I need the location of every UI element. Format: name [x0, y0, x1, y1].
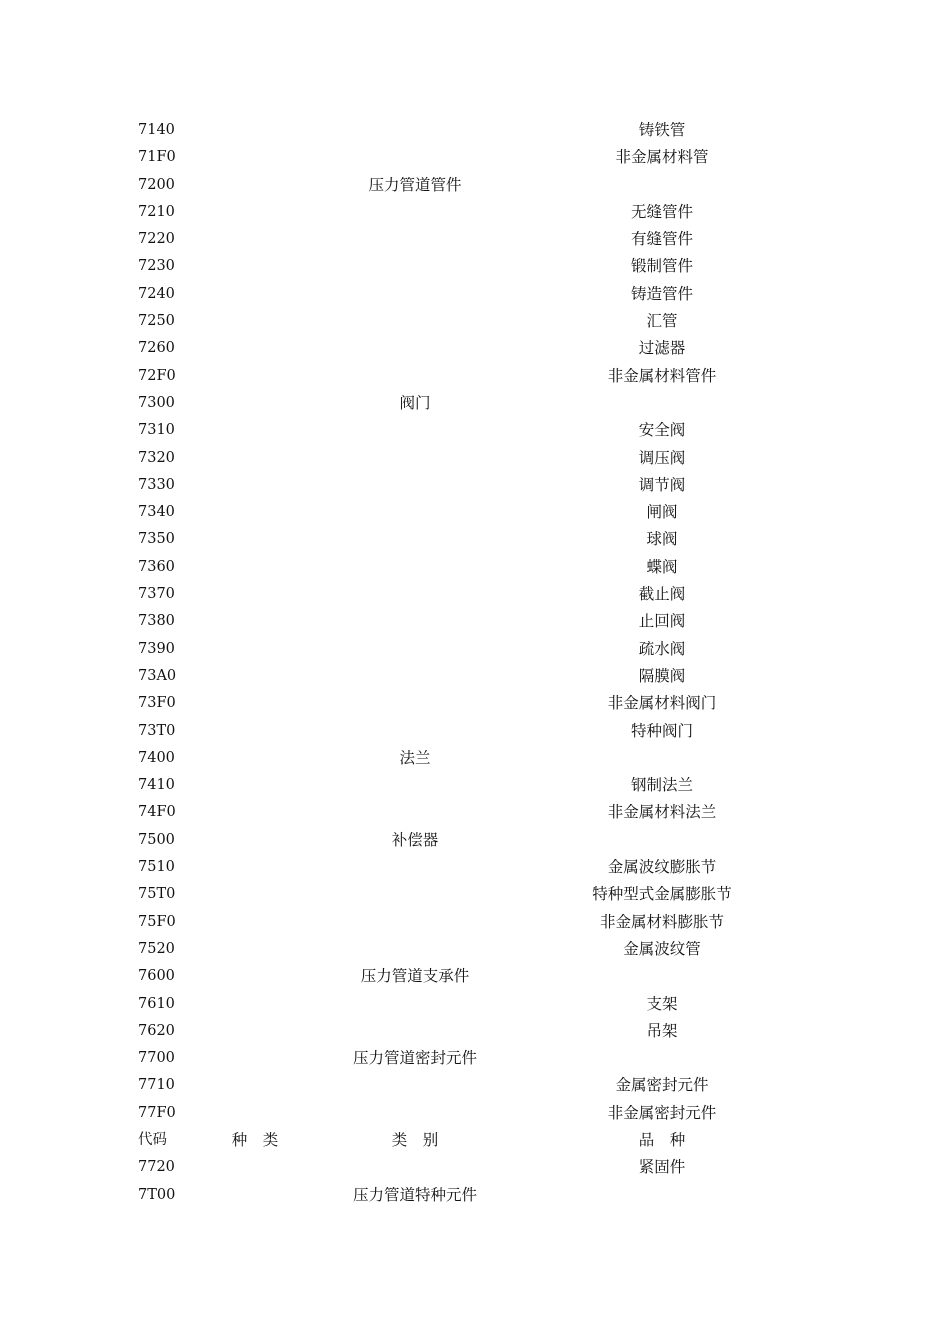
- row-code: 7380: [138, 613, 175, 630]
- table-row: [0, 308, 950, 335]
- row-variety: 金属波纹膨胀节: [607, 858, 717, 877]
- row-code: 7520: [138, 940, 175, 957]
- table-row: [0, 636, 950, 663]
- row-variety: 球阀: [646, 530, 678, 549]
- row-code: 7140: [138, 122, 175, 138]
- row-code: 7230: [138, 258, 175, 275]
- row-variety: 吊架: [646, 1021, 678, 1040]
- row-code: 代码: [138, 1131, 167, 1148]
- table-row: [0, 663, 950, 690]
- row-category: 补偿器: [391, 830, 439, 849]
- table-row: [0, 199, 950, 226]
- row-variety: 有缝管件: [630, 230, 694, 249]
- row-variety: 非金属材料法兰: [607, 803, 717, 822]
- row-variety: 截止阀: [638, 585, 686, 604]
- row-code: 73A0: [138, 667, 177, 684]
- row-variety: 特种型式金属膨胀节: [592, 885, 732, 904]
- catalog-table: [0, 117, 950, 1209]
- row-category: 压力管道密封元件: [352, 1049, 478, 1068]
- row-code: 7260: [138, 340, 175, 357]
- table-row: [0, 390, 950, 417]
- row-code: 7240: [138, 285, 175, 302]
- row-code: 7370: [138, 586, 175, 603]
- row-variety: 蝶阀: [646, 557, 678, 576]
- row-category: 阀门: [399, 393, 431, 412]
- row-variety: 过滤器: [638, 339, 686, 358]
- row-variety: 汇管: [646, 312, 678, 331]
- row-variety: 安全阀: [638, 421, 686, 440]
- row-variety: 非金属密封元件: [607, 1103, 717, 1122]
- table-row: [0, 854, 950, 881]
- row-code: 7600: [138, 968, 175, 985]
- table-row: [0, 827, 950, 854]
- row-code: 7390: [138, 640, 175, 657]
- row-variety: 金属波纹管: [623, 939, 701, 958]
- row-code: 7310: [138, 422, 175, 439]
- table-row: [0, 226, 950, 253]
- row-code: 7620: [138, 1022, 175, 1039]
- row-category: 法兰: [399, 748, 431, 767]
- row-variety: 紧固件: [638, 1158, 686, 1177]
- table-row: [0, 718, 950, 745]
- row-variety: 隔膜阀: [638, 666, 686, 685]
- row-code: 7710: [138, 1077, 175, 1094]
- table-row: [0, 499, 950, 526]
- row-code: 7210: [138, 203, 175, 220]
- row-code: 73T0: [138, 722, 176, 739]
- table-row: [0, 526, 950, 553]
- table-row: [0, 172, 950, 199]
- row-variety: 钢制法兰: [630, 776, 694, 795]
- row-code: 73F0: [138, 695, 176, 712]
- table-row: [0, 363, 950, 390]
- row-category: 类 别: [391, 1130, 439, 1149]
- table-row: [0, 117, 950, 144]
- row-variety: 铸铁管: [638, 121, 686, 139]
- table-row: [0, 936, 950, 963]
- row-variety: 品 种: [638, 1130, 686, 1149]
- row-code: 7410: [138, 777, 175, 794]
- table-row: [0, 1072, 950, 1099]
- table-row: [0, 335, 950, 362]
- table-row: [0, 1100, 950, 1127]
- row-variety: 疏水阀: [638, 639, 686, 658]
- row-variety: 非金属材料管: [615, 148, 709, 167]
- table-row: [0, 963, 950, 990]
- table-row: [0, 1127, 950, 1154]
- row-variety: 闸阀: [646, 503, 678, 522]
- row-code: 71F0: [138, 149, 176, 166]
- row-code: 7320: [138, 449, 175, 466]
- row-variety: 支架: [646, 994, 678, 1013]
- table-row: [0, 881, 950, 908]
- table-row: [0, 144, 950, 171]
- row-code: 7720: [138, 1159, 175, 1176]
- table-row: [0, 445, 950, 472]
- row-category: 压力管道特种元件: [352, 1185, 478, 1204]
- table-row: [0, 608, 950, 635]
- row-code: 7220: [138, 231, 175, 248]
- row-variety: 铸造管件: [630, 284, 694, 303]
- row-variety: 特种阀门: [630, 721, 694, 740]
- row-variety: 金属密封元件: [615, 1076, 709, 1095]
- row-code: 7T00: [138, 1186, 176, 1203]
- row-code: 7340: [138, 504, 175, 521]
- row-category: 压力管道管件: [368, 175, 462, 194]
- table-row: [0, 417, 950, 444]
- row-code: 7360: [138, 558, 175, 575]
- row-code: 7250: [138, 313, 175, 330]
- table-row: [0, 1182, 950, 1209]
- row-code: 75T0: [138, 886, 176, 903]
- table-row: [0, 772, 950, 799]
- row-variety: 非金属材料膨胀节: [599, 912, 725, 931]
- table-row: [0, 909, 950, 936]
- table-row: [0, 991, 950, 1018]
- row-variety: 非金属材料阀门: [607, 694, 717, 713]
- table-row: [0, 253, 950, 280]
- row-code: 7200: [138, 176, 175, 193]
- row-code: 7500: [138, 831, 175, 848]
- row-kind: 种 类: [231, 1130, 279, 1149]
- table-row: [0, 581, 950, 608]
- table-row: [0, 799, 950, 826]
- row-code: 7400: [138, 749, 175, 766]
- row-variety: 调压阀: [638, 448, 686, 467]
- row-code: 7700: [138, 1050, 175, 1067]
- row-code: 7350: [138, 531, 175, 548]
- table-row: [0, 745, 950, 772]
- row-code: 7330: [138, 476, 175, 493]
- table-row: [0, 1154, 950, 1181]
- row-code: 72F0: [138, 367, 176, 384]
- table-row: [0, 690, 950, 717]
- table-row: [0, 1045, 950, 1072]
- row-code: 7510: [138, 859, 175, 876]
- table-row: [0, 554, 950, 581]
- row-code: 75F0: [138, 913, 176, 930]
- row-category: 压力管道支承件: [360, 967, 470, 986]
- row-variety: 止回阀: [638, 612, 686, 631]
- row-code: 77F0: [138, 1104, 176, 1121]
- row-variety: 无缝管件: [630, 202, 694, 221]
- table-row: [0, 472, 950, 499]
- row-code: 7610: [138, 995, 175, 1012]
- table-row: [0, 1018, 950, 1045]
- row-variety: 非金属材料管件: [607, 366, 717, 385]
- row-code: 7300: [138, 394, 175, 411]
- row-variety: 锻制管件: [630, 257, 694, 276]
- table-row: [0, 281, 950, 308]
- row-variety: 调节阀: [638, 475, 686, 494]
- row-code: 74F0: [138, 804, 176, 821]
